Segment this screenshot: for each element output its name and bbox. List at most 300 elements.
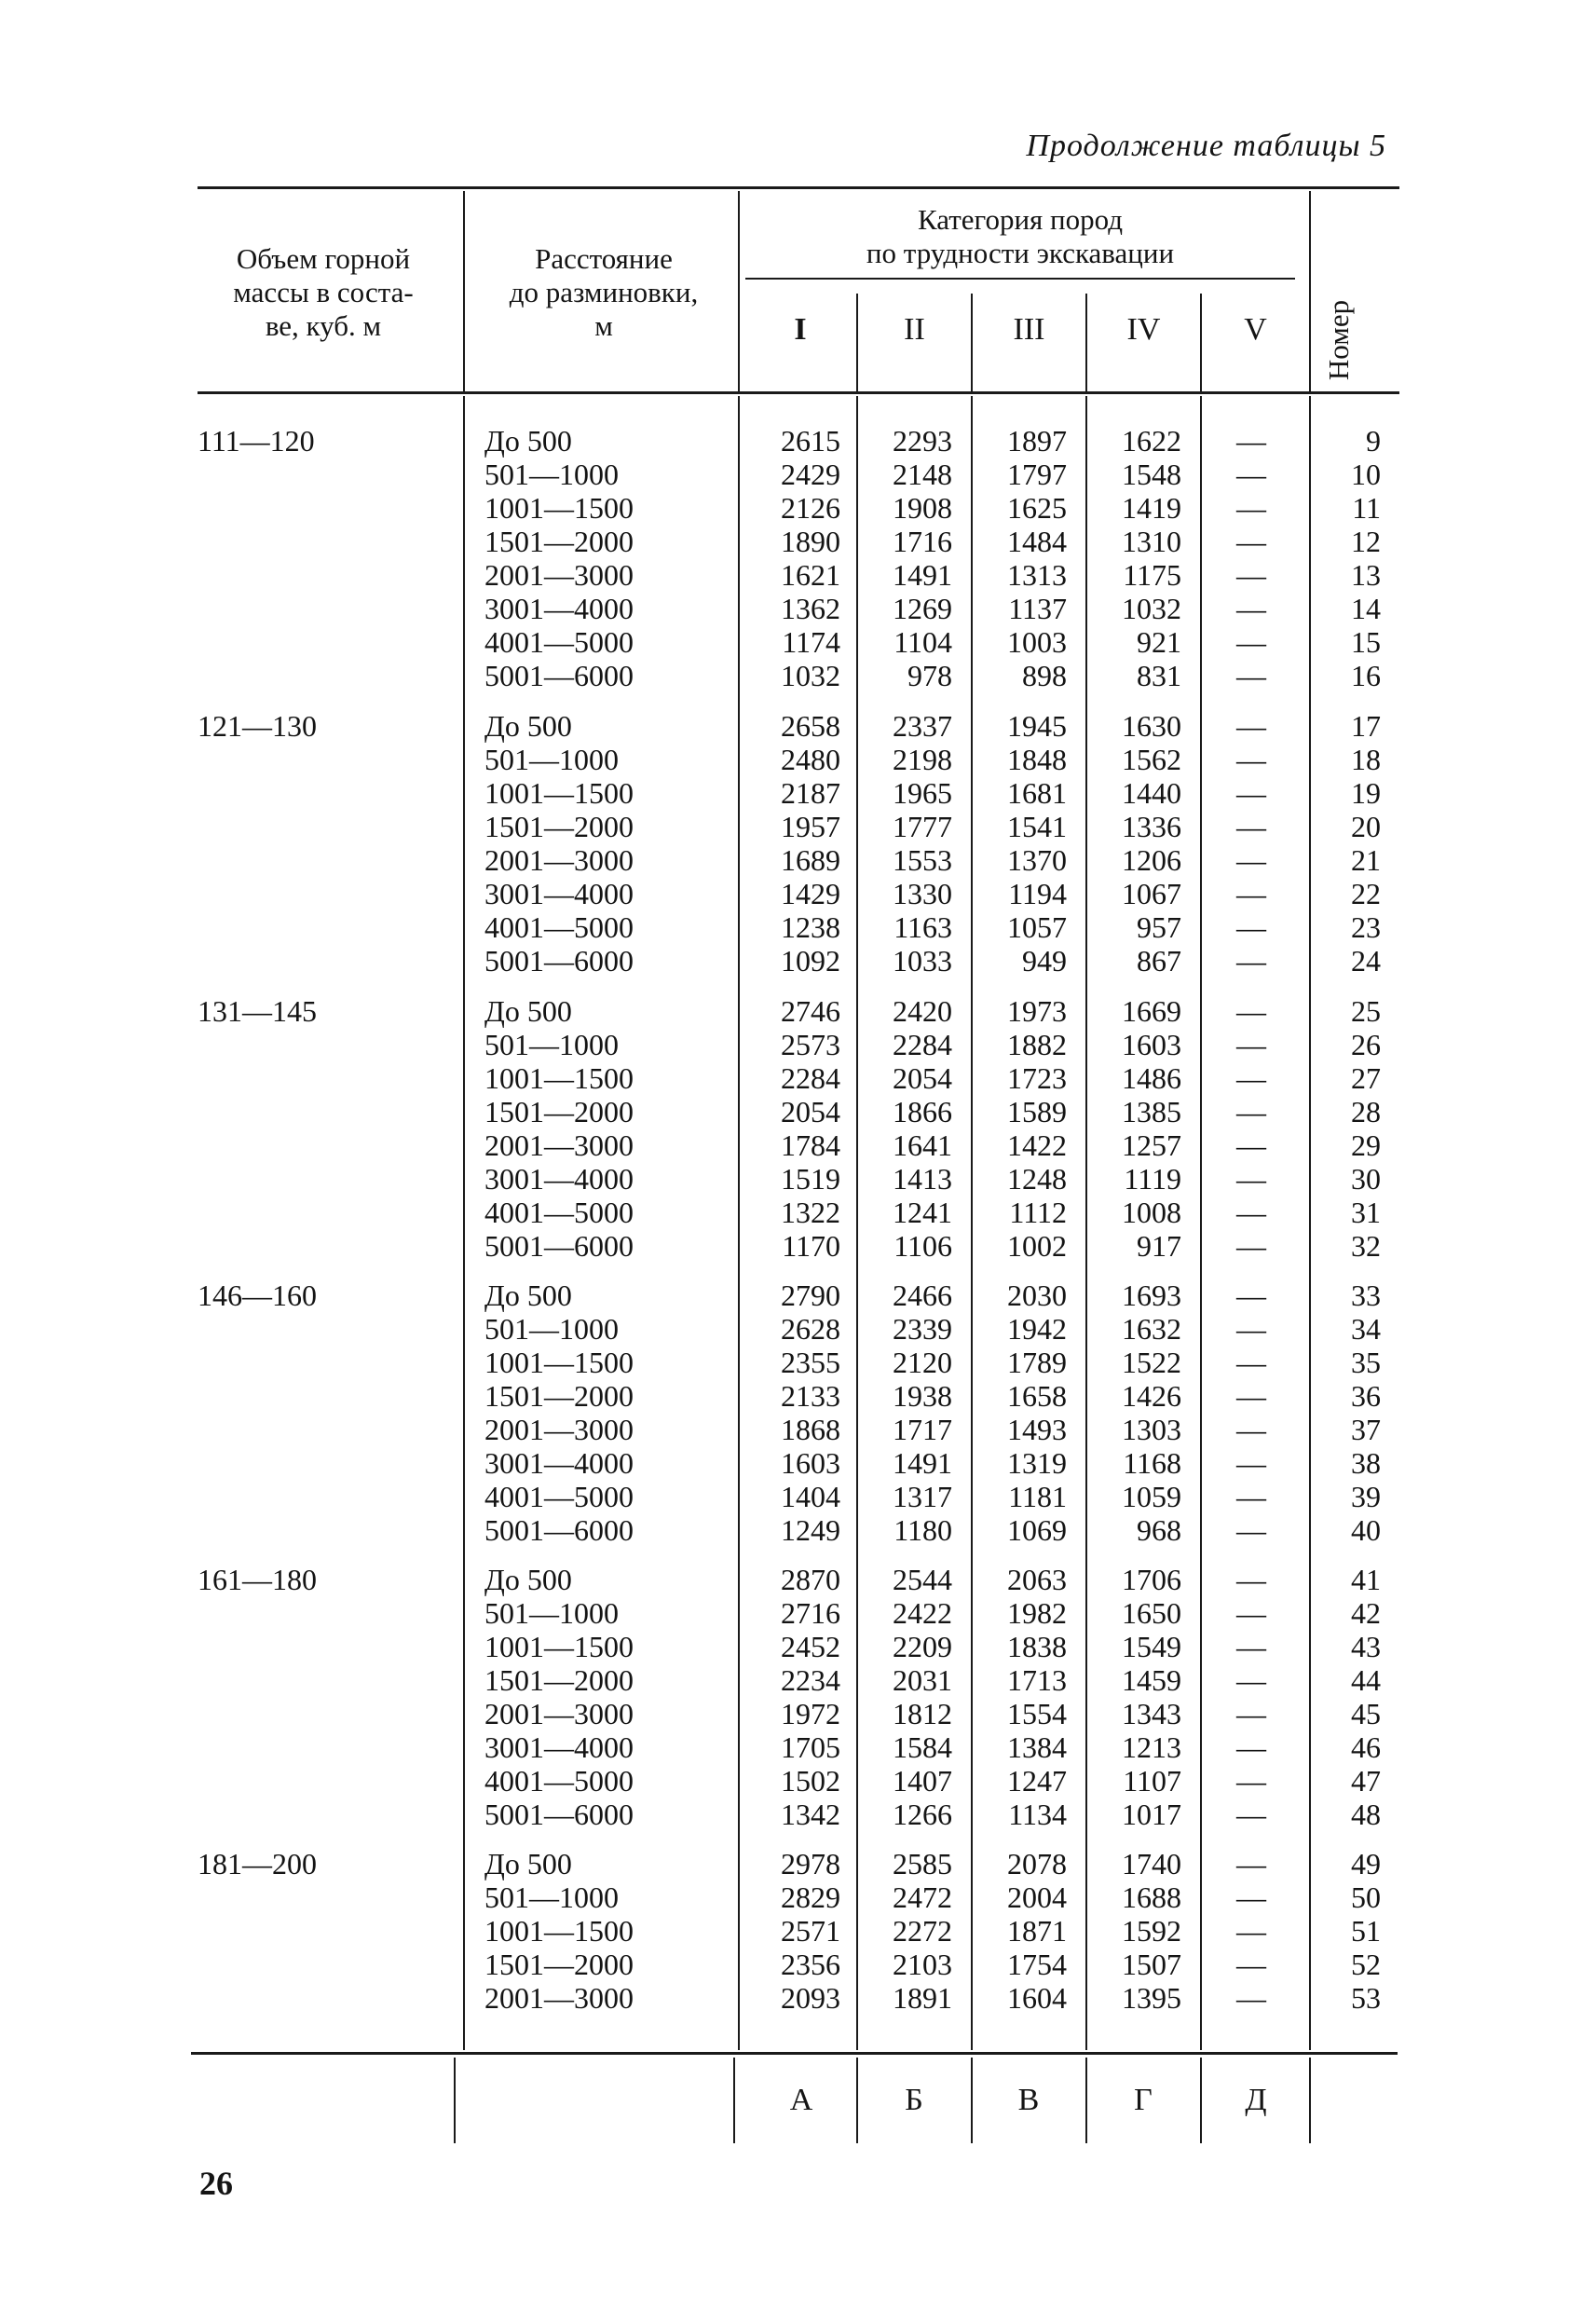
header-category-line-1: Категория пород [917,203,1124,236]
header-distance-line-1: Расстояние [535,242,673,275]
value-cell-cat-1: 1032 [781,659,840,692]
distance-cell: 1001—1500 [484,1914,634,1948]
value-cell-cat-5: — [1236,424,1266,458]
row-number: 31 [1351,1196,1381,1229]
value-cell-cat-4: 1562 [1122,743,1181,776]
value-cell-cat-1: 1972 [781,1697,840,1730]
vline-header-1 [463,191,465,391]
value-cell-cat-5: — [1236,1630,1266,1663]
value-cell-cat-5: — [1236,994,1266,1028]
row-number: 18 [1351,743,1381,776]
value-cell-cat-5: — [1236,1346,1266,1379]
row-number: 25 [1351,994,1381,1028]
value-cell-cat-1: 1238 [781,910,840,944]
row-number: 23 [1351,910,1381,944]
value-cell-cat-2: 1641 [893,1128,952,1162]
value-cell-cat-5: — [1236,1981,1266,2015]
value-cell-cat-1: 2133 [781,1379,840,1413]
value-cell-cat-3: 1797 [1007,458,1067,491]
footer-code-a: А [789,2083,813,2117]
value-cell-cat-4: 921 [1137,625,1181,659]
row-number: 50 [1351,1880,1381,1914]
value-cell-cat-4: 1395 [1122,1981,1181,2015]
distance-cell: 5001—6000 [484,659,634,692]
value-cell-cat-2: 1317 [893,1480,952,1513]
row-number: 45 [1351,1697,1381,1730]
row-number: 33 [1351,1279,1381,1312]
value-cell-cat-1: 2746 [781,994,840,1028]
value-cell-cat-3: 1370 [1007,843,1067,877]
row-number: 41 [1351,1563,1381,1596]
value-cell-cat-1: 1502 [781,1764,840,1798]
footer-code-d: Д [1245,2083,1267,2117]
value-cell-cat-5: — [1236,625,1266,659]
volume-range: 131—145 [198,994,317,1028]
value-cell-cat-5: — [1236,1596,1266,1630]
value-cell-cat-3: 1625 [1007,491,1067,525]
value-cell-cat-2: 1413 [893,1162,952,1196]
value-cell-cat-4: 867 [1137,944,1181,978]
value-cell-cat-2: 2293 [893,424,952,458]
value-cell-cat-4: 1119 [1124,1162,1181,1196]
distance-cell: До 500 [484,1563,572,1596]
value-cell-cat-4: 1693 [1122,1279,1181,1312]
row-number: 40 [1351,1513,1381,1547]
row-number: 15 [1351,625,1381,659]
value-cell-cat-2: 2031 [893,1663,952,1697]
value-cell-cat-1: 1174 [782,625,840,659]
value-cell-cat-4: 1257 [1122,1128,1181,1162]
value-cell-cat-2: 1553 [893,843,952,877]
value-cell-cat-5: — [1236,877,1266,910]
value-cell-cat-3: 1713 [1007,1663,1067,1697]
value-cell-cat-3: 1589 [1007,1095,1067,1128]
value-cell-cat-4: 1740 [1122,1847,1181,1880]
distance-cell: 4001—5000 [484,1764,634,1798]
vline-foot-5 [1085,2058,1087,2143]
value-cell-cat-5: — [1236,1513,1266,1547]
value-cell-cat-4: 1213 [1122,1730,1181,1764]
value-cell-cat-2: 2284 [893,1028,952,1061]
row-number: 36 [1351,1379,1381,1413]
distance-cell: 1001—1500 [484,1630,634,1663]
value-cell-cat-5: — [1236,944,1266,978]
value-cell-cat-5: — [1236,1028,1266,1061]
value-cell-cat-4: 917 [1137,1229,1181,1263]
value-cell-cat-1: 1249 [781,1513,840,1547]
distance-cell: 2001—3000 [484,843,634,877]
value-cell-cat-3: 2063 [1007,1563,1067,1596]
page-number: 26 [199,2165,233,2202]
row-number: 27 [1351,1061,1381,1095]
value-cell-cat-3: 1384 [1007,1730,1067,1764]
value-cell-cat-2: 1266 [893,1798,952,1831]
value-cell-cat-2: 1891 [893,1981,952,2015]
value-cell-cat-5: — [1236,1697,1266,1730]
value-cell-cat-5: — [1236,1563,1266,1596]
value-cell-cat-5: — [1236,1663,1266,1697]
value-cell-cat-5: — [1236,1798,1266,1831]
value-cell-cat-5: — [1236,1312,1266,1346]
value-cell-cat-2: 1716 [893,525,952,558]
value-cell-cat-5: — [1236,1914,1266,1948]
value-cell-cat-4: 831 [1137,659,1181,692]
value-cell-cat-1: 1868 [781,1413,840,1446]
header-category-IV: IV [1126,312,1161,347]
value-cell-cat-1: 2356 [781,1948,840,1981]
vline-foot-6 [1200,2058,1202,2143]
value-cell-cat-1: 2658 [781,709,840,743]
row-number: 35 [1351,1346,1381,1379]
value-cell-cat-2: 2339 [893,1312,952,1346]
distance-cell: До 500 [484,1847,572,1880]
header-volume [198,242,449,343]
row-number: 28 [1351,1095,1381,1128]
value-cell-cat-3: 1057 [1007,910,1067,944]
value-cell-cat-2: 1938 [893,1379,952,1413]
value-cell-cat-3: 1848 [1007,743,1067,776]
value-cell-cat-5: — [1236,1948,1266,1981]
header-category-I: I [794,312,807,347]
value-cell-cat-2: 1104 [893,625,952,659]
value-cell-cat-4: 1343 [1122,1697,1181,1730]
row-number: 24 [1351,944,1381,978]
value-cell-cat-1: 1784 [781,1128,840,1162]
row-number: 32 [1351,1229,1381,1263]
vline-foot-4 [971,2058,973,2143]
value-cell-cat-4: 1548 [1122,458,1181,491]
distance-cell: 4001—5000 [484,625,634,659]
volume-range: 161—180 [198,1563,317,1596]
value-cell-cat-3: 1871 [1007,1914,1067,1948]
value-cell-cat-1: 1890 [781,525,840,558]
value-cell-cat-5: — [1236,1480,1266,1513]
header-number-label: Номер [1322,299,1355,381]
distance-cell: 1501—2000 [484,1663,634,1697]
distance-cell: 1001—1500 [484,776,634,810]
value-cell-cat-4: 1632 [1122,1312,1181,1346]
header-category-V: V [1244,312,1267,347]
vline-body-2 [738,396,740,2050]
header-volume-line-1: Объем горной [236,242,411,275]
vline-foot-7 [1309,2058,1311,2143]
value-cell-cat-1: 2716 [781,1596,840,1630]
row-number: 51 [1351,1914,1381,1948]
value-cell-cat-2: 1965 [893,776,952,810]
distance-cell: 1501—2000 [484,525,634,558]
value-cell-cat-3: 1422 [1007,1128,1067,1162]
value-cell-cat-2: 2148 [893,458,952,491]
value-cell-cat-4: 1622 [1122,424,1181,458]
value-cell-cat-4: 1175 [1123,558,1181,592]
value-cell-cat-5: — [1236,709,1266,743]
value-cell-cat-3: 1942 [1007,1312,1067,1346]
value-cell-cat-1: 1362 [781,592,840,625]
value-cell-cat-2: 2198 [893,743,952,776]
value-cell-cat-1: 2829 [781,1880,840,1914]
value-cell-cat-5: — [1236,1730,1266,1764]
distance-cell: До 500 [484,1279,572,1312]
value-cell-cat-2: 1584 [893,1730,952,1764]
distance-cell: 4001—5000 [484,1196,634,1229]
value-cell-cat-3: 1484 [1007,525,1067,558]
row-number: 44 [1351,1663,1381,1697]
value-cell-cat-1: 2234 [781,1663,840,1697]
value-cell-cat-3: 1945 [1007,709,1067,743]
distance-cell: 501—1000 [484,1596,619,1630]
value-cell-cat-3: 1882 [1007,1028,1067,1061]
vline-body-1 [463,396,465,2050]
row-number: 46 [1351,1730,1381,1764]
value-cell-cat-2: 1812 [893,1697,952,1730]
value-cell-cat-1: 2093 [781,1981,840,2015]
value-cell-cat-3: 1002 [1007,1229,1067,1263]
value-cell-cat-4: 1592 [1122,1914,1181,1948]
value-cell-cat-3: 1754 [1007,1948,1067,1981]
value-cell-cat-5: — [1236,1279,1266,1312]
vline-body-5 [1085,396,1087,2050]
value-cell-cat-4: 1008 [1122,1196,1181,1229]
value-cell-cat-3: 1838 [1007,1630,1067,1663]
value-cell-cat-1: 2615 [781,424,840,458]
value-cell-cat-5: — [1236,743,1266,776]
distance-cell: 501—1000 [484,1028,619,1061]
distance-cell: 1501—2000 [484,1095,634,1128]
distance-cell: 2001—3000 [484,1697,634,1730]
value-cell-cat-3: 1973 [1007,994,1067,1028]
value-cell-cat-2: 2209 [893,1630,952,1663]
distance-cell: 3001—4000 [484,1162,634,1196]
header-number [1306,299,1371,381]
row-number: 20 [1351,810,1381,843]
value-cell-cat-5: — [1236,1764,1266,1798]
value-cell-cat-5: — [1236,659,1266,692]
value-cell-cat-2: 978 [907,659,952,692]
value-cell-cat-1: 2571 [781,1914,840,1948]
volume-range: 111—120 [198,424,315,458]
header-category-group [745,203,1295,270]
value-cell-cat-1: 2573 [781,1028,840,1061]
value-cell-cat-1: 1092 [781,944,840,978]
value-cell-cat-5: — [1236,1379,1266,1413]
value-cell-cat-3: 1541 [1007,810,1067,843]
value-cell-cat-4: 1419 [1122,491,1181,525]
value-cell-cat-1: 2978 [781,1847,840,1880]
value-cell-cat-3: 1194 [1008,877,1067,910]
value-cell-cat-3: 1493 [1007,1413,1067,1446]
footer-code-v: В [1017,2083,1040,2117]
row-number: 29 [1351,1128,1381,1162]
distance-cell: 1501—2000 [484,810,634,843]
value-cell-cat-2: 1717 [893,1413,952,1446]
distance-cell: 3001—4000 [484,1446,634,1480]
value-cell-cat-1: 1429 [781,877,840,910]
value-cell-cat-4: 1067 [1122,877,1181,910]
value-cell-cat-4: 1310 [1122,525,1181,558]
distance-cell: 5001—6000 [484,1229,634,1263]
row-number: 19 [1351,776,1381,810]
value-cell-cat-1: 1705 [781,1730,840,1764]
row-number: 11 [1352,491,1381,525]
value-cell-cat-4: 1168 [1123,1446,1181,1480]
value-cell-cat-1: 2355 [781,1346,840,1379]
value-cell-cat-1: 2870 [781,1563,840,1596]
value-cell-cat-4: 1522 [1122,1346,1181,1379]
value-cell-cat-3: 1789 [1007,1346,1067,1379]
value-cell-cat-5: — [1236,491,1266,525]
value-cell-cat-2: 2054 [893,1061,952,1095]
value-cell-cat-1: 2790 [781,1279,840,1312]
header-distance-line-2: до разминовки, [509,276,699,308]
distance-cell: 2001—3000 [484,1413,634,1446]
value-cell-cat-1: 1519 [781,1162,840,1196]
value-cell-cat-5: — [1236,1061,1266,1095]
distance-cell: 1001—1500 [484,1346,634,1379]
value-cell-cat-3: 1181 [1008,1480,1067,1513]
value-cell-cat-4: 1549 [1122,1630,1181,1663]
distance-cell: 1001—1500 [484,1061,634,1095]
value-cell-cat-5: — [1236,1162,1266,1196]
row-number: 22 [1351,877,1381,910]
distance-cell: 501—1000 [484,458,619,491]
header-category-II: II [904,312,925,347]
row-number: 42 [1351,1596,1381,1630]
vline-foot-2 [733,2058,735,2143]
row-number: 48 [1351,1798,1381,1831]
value-cell-cat-2: 2422 [893,1596,952,1630]
value-cell-cat-5: — [1236,1128,1266,1162]
value-cell-cat-4: 1650 [1122,1596,1181,1630]
volume-range: 146—160 [198,1279,317,1312]
vline-body-4 [971,396,973,2050]
distance-cell: До 500 [484,709,572,743]
distance-cell: 4001—5000 [484,1480,634,1513]
row-number: 26 [1351,1028,1381,1061]
value-cell-cat-2: 1866 [893,1095,952,1128]
volume-range: 181—200 [198,1847,317,1880]
row-number: 30 [1351,1162,1381,1196]
value-cell-cat-3: 1658 [1007,1379,1067,1413]
distance-cell: 2001—3000 [484,558,634,592]
value-cell-cat-4: 1706 [1122,1563,1181,1596]
row-number: 47 [1351,1764,1381,1798]
value-cell-cat-1: 1322 [781,1196,840,1229]
value-cell-cat-3: 2004 [1007,1880,1067,1914]
value-cell-cat-4: 1688 [1122,1880,1181,1914]
value-cell-cat-2: 2337 [893,709,952,743]
distance-cell: До 500 [484,424,572,458]
value-cell-cat-5: — [1236,810,1266,843]
value-cell-cat-4: 1206 [1122,843,1181,877]
value-cell-cat-1: 2628 [781,1312,840,1346]
value-cell-cat-1: 1170 [782,1229,840,1263]
table-caption: Продолжение таблицы 5 [1026,129,1386,163]
value-cell-cat-2: 1180 [893,1513,952,1547]
row-number: 53 [1351,1981,1381,2015]
value-cell-cat-5: — [1236,910,1266,944]
vline-foot-3 [856,2058,858,2143]
value-cell-cat-4: 1603 [1122,1028,1181,1061]
value-cell-cat-2: 1106 [893,1229,952,1263]
distance-cell: 2001—3000 [484,1128,634,1162]
distance-cell: 3001—4000 [484,877,634,910]
distance-cell: До 500 [484,994,572,1028]
value-cell-cat-3: 1982 [1007,1596,1067,1630]
value-cell-cat-1: 2480 [781,743,840,776]
value-cell-cat-2: 1908 [893,491,952,525]
value-cell-cat-1: 2054 [781,1095,840,1128]
vline-body-6 [1200,396,1202,2050]
footer-code-g: Г [1134,2083,1153,2117]
value-cell-cat-1: 1689 [781,843,840,877]
value-cell-cat-4: 1303 [1122,1413,1181,1446]
value-cell-cat-3: 1069 [1007,1513,1067,1547]
value-cell-cat-1: 1621 [781,558,840,592]
value-cell-cat-2: 2585 [893,1847,952,1880]
value-cell-cat-3: 1897 [1007,424,1067,458]
value-cell-cat-4: 1336 [1122,810,1181,843]
value-cell-cat-2: 1330 [893,877,952,910]
value-cell-cat-2: 2466 [893,1279,952,1312]
value-cell-cat-3: 1681 [1007,776,1067,810]
header-category-III: III [1013,312,1045,347]
value-cell-cat-3: 1003 [1007,625,1067,659]
distance-cell: 501—1000 [484,1312,619,1346]
value-cell-cat-3: 1313 [1007,558,1067,592]
value-cell-cat-4: 1426 [1122,1379,1181,1413]
header-volume-line-2: массы в соста- [233,276,414,308]
value-cell-cat-4: 1486 [1122,1061,1181,1095]
value-cell-cat-3: 949 [1022,944,1067,978]
distance-cell: 4001—5000 [484,910,634,944]
header-distance-line-3: м [594,309,613,342]
row-number: 13 [1351,558,1381,592]
row-number: 10 [1351,458,1381,491]
value-cell-cat-4: 1032 [1122,592,1181,625]
value-cell-cat-4: 968 [1137,1513,1181,1547]
vline-foot-1 [454,2058,456,2143]
value-cell-cat-4: 1669 [1122,994,1181,1028]
value-cell-cat-3: 1604 [1007,1981,1067,2015]
row-number: 9 [1366,424,1381,458]
header-category-line-2: по трудности экскавации [866,237,1175,269]
distance-cell: 5001—6000 [484,944,634,978]
value-cell-cat-2: 2472 [893,1880,952,1914]
value-cell-cat-3: 1134 [1008,1798,1067,1831]
row-number: 49 [1351,1847,1381,1880]
value-cell-cat-2: 1491 [893,558,952,592]
value-cell-cat-5: — [1236,1196,1266,1229]
value-cell-cat-5: — [1236,1880,1266,1914]
value-cell-cat-3: 898 [1022,659,1067,692]
distance-cell: 501—1000 [484,743,619,776]
value-cell-cat-2: 1163 [893,910,952,944]
distance-cell: 2001—3000 [484,1981,634,2015]
row-number: 34 [1351,1312,1381,1346]
footer-rule [191,2052,1398,2055]
value-cell-cat-3: 1723 [1007,1061,1067,1095]
value-cell-cat-5: — [1236,525,1266,558]
row-number: 39 [1351,1480,1381,1513]
value-cell-cat-1: 2284 [781,1061,840,1095]
value-cell-cat-2: 1033 [893,944,952,978]
value-cell-cat-4: 957 [1137,910,1181,944]
row-number: 21 [1351,843,1381,877]
value-cell-cat-4: 1630 [1122,709,1181,743]
row-number: 43 [1351,1630,1381,1663]
value-cell-cat-3: 2078 [1007,1847,1067,1880]
value-cell-cat-2: 2120 [893,1346,952,1379]
